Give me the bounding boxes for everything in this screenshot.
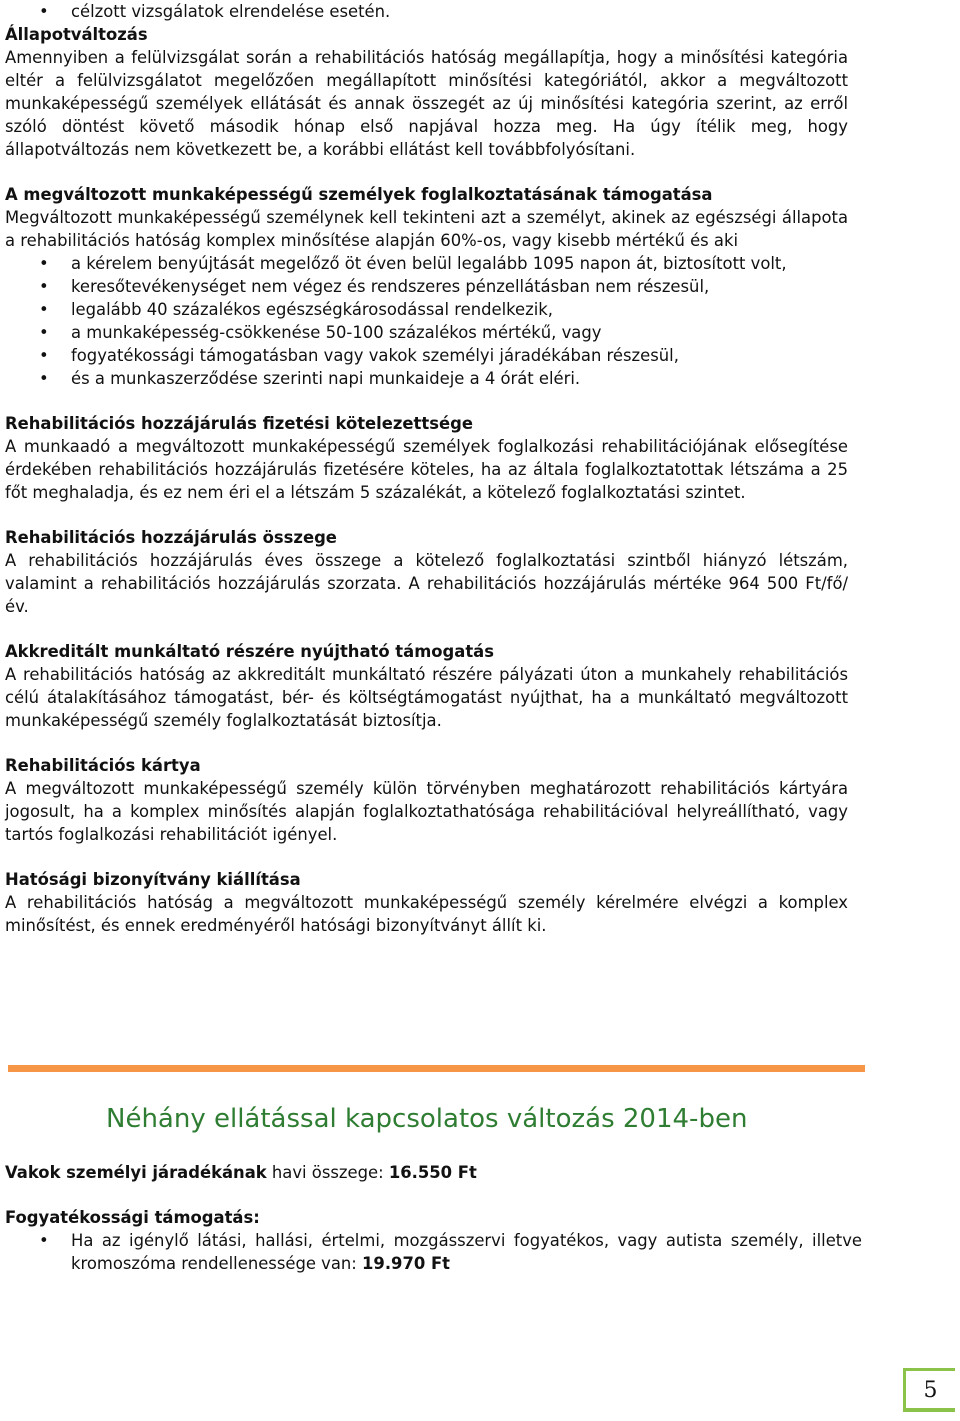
criteria-list xyxy=(5,252,848,390)
disability-list xyxy=(5,1229,862,1275)
section-heading: Akkreditált munkáltató részére nyújtható támogatás xyxy=(5,642,494,661)
section-text: Megváltozott munkaképességű személynek kell tekinteni azt a személyt, akinek az egészségi állapota a rehabilitációs hatóság komplex minősítése alapján 60%-os, vagy kisebb mértékű és aki xyxy=(5,208,848,250)
section-text: A rehabilitációs hatóság a megváltozott munkaképességű személy kérelmére elvégzi a komplex minősítést, és ennek eredményéről hatósági bizonyítványt állít ki. xyxy=(5,893,848,935)
section-heading: Hatósági bizonyítvány kiállítása xyxy=(5,870,301,889)
list-item: • a munkaképesség-csökkenése 50-100 százalékos mértékű, vagy xyxy=(5,321,848,344)
list-item xyxy=(5,1229,862,1275)
blind-allowance-amount: 16.550 Ft xyxy=(388,1163,477,1182)
section-text: Amennyiben a felülvizsgálat során a rehabilitációs hatóság megállapítja, hogy a minősítési kategória eltér a felülvizsgálatot megelőzően megállapított minősítési kategóriától, akkor a megváltozott munkaképességű személyek ellátását és annak összegét az új minősítési kategória szerint, az erről szóló döntést követő második hónap első napjával hozza meg. Ha úgy ítélik meg, hogy állapotváltozás nem következett be, a korábbi ellátást kell továbbfolyósítani. xyxy=(5,48,848,159)
list-item: • keresőtevékenységet nem végez és rendszeres pénzellátásban nem részesül, xyxy=(5,275,848,298)
section-heading: A megváltozott munkaképességű személyek foglalkoztatásának támogatása xyxy=(5,185,713,204)
section-text: A rehabilitációs hatóság az akkreditált munkáltató részére pályázati úton a munkahely rehabilitációs célú átalakításához támogatást, bér- és költségtámogatást nyújthat, ha a munkáltató megváltozott munkaképességű személy foglalkoztatását biztosítja. xyxy=(5,665,848,730)
section-heading: Rehabilitációs hozzájárulás fizetési kötelezettsége xyxy=(5,414,473,433)
section-text: A megváltozott munkaképességű személy külön törvényben meghatározott rehabilitációs kártyára jogosult, ha a komplex minősítés alapján foglalkoztathatósága rehabilitációval helyreállítható, vagy tartós foglalkozási rehabilitációt igényel. xyxy=(5,779,848,844)
list-item: • a kérelem benyújtását megelőző öt éven belül legalább 1095 napon át, biztosított volt, xyxy=(5,252,848,275)
list-item: • és a munkaszerződése szerinti napi munkaideje a 4 órát eléri. xyxy=(5,367,848,390)
changes-title: Néhány ellátással kapcsolatos változás 2014-ben xyxy=(106,1104,748,1134)
section-heading: Rehabilitációs kártya xyxy=(5,756,201,775)
section-heading: Állapotváltozás xyxy=(5,25,148,44)
changes-section xyxy=(5,1161,862,1275)
list-item: • fogyatékossági támogatásban vagy vakok személyi járadékában részesül, xyxy=(5,344,848,367)
blind-allowance-line xyxy=(5,1161,862,1184)
list-item: • célzott vizsgálatok elrendelése esetén. xyxy=(5,0,848,23)
section-heading: Rehabilitációs hozzájárulás összege xyxy=(5,528,337,547)
disability-amount: 19.970 Ft xyxy=(362,1254,451,1273)
list-item: • legalább 40 százalékos egészségkárosodással rendelkezik, xyxy=(5,298,848,321)
blind-allowance-label: Vakok személyi járadékának xyxy=(5,1163,267,1182)
section-text: A munkaadó a megváltozott munkaképességű személyek foglalkozási rehabilitációjának elősegítése érdekében rehabilitációs hozzájárulás fizetésére köteles, ha az általa foglalkoztatottak létszáma a 25 főt meghaladja, és ez nem éri el a létszám 5 százalékát, a kötelező foglalkoztatási szintet. xyxy=(5,437,848,502)
disability-text: Ha az igénylő látási, hallási, értelmi, mozgásszervi fogyatékos, vagy autista személy, illetve kromoszóma rendellenessége van: xyxy=(71,1231,862,1273)
blind-allowance-mid: havi összege: xyxy=(266,1163,389,1182)
intro-list xyxy=(5,0,848,23)
section-text: A rehabilitációs hozzájárulás éves összege a kötelező foglalkoztatási szintből hiányzó létszám, valamint a rehabilitációs hozzájárulás szorzata. A rehabilitációs hozzájárulás mértéke 964 500 Ft/fő/év. xyxy=(5,551,848,616)
disability-heading: Fogyatékossági támogatás: xyxy=(5,1208,260,1227)
page-number: 5 xyxy=(903,1368,955,1412)
section-divider xyxy=(8,1065,865,1072)
document-body xyxy=(5,0,848,937)
